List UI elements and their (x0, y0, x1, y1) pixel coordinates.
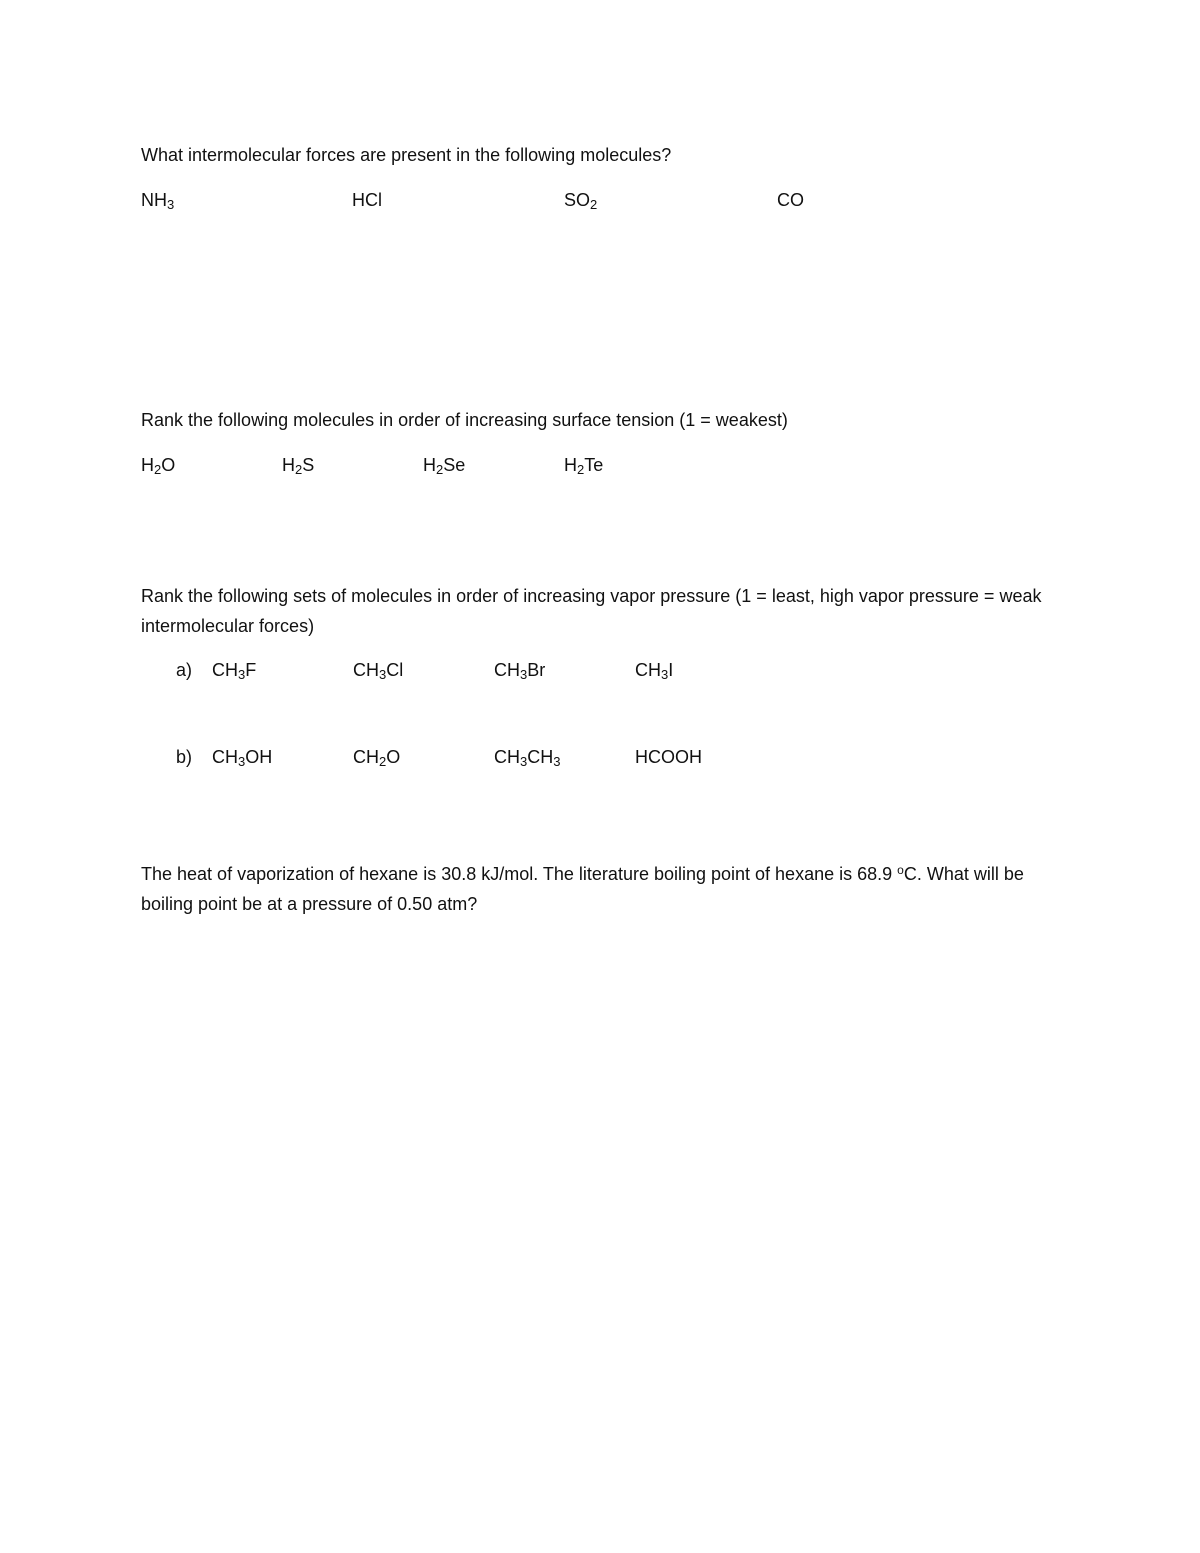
question-3-set-b (0, 742, 1200, 772)
question-2-molecules (0, 450, 1200, 480)
molecule-ch3br: $CH_3Br$ (494, 660, 546, 682)
question-1-prompt: What intermolecular forces are present in the following molecules? (141, 145, 672, 165)
molecule-hcl: HCl (352, 190, 382, 210)
molecule-nh3: $NH_3$ (141, 190, 175, 212)
molecule-hcooh: HCOOH (635, 747, 702, 767)
molecule-h2s: $H_2S$ (282, 455, 315, 477)
question-2-prompt: Rank the following molecules in order of increasing surface tension (1 = weakest) (141, 410, 788, 430)
molecule-ch3ch3: $CH_3CH_3$ (494, 747, 561, 769)
molecule-h2se: $H_2Se$ (423, 455, 466, 477)
question-4-prompt: The heat of vaporization of hexane is 30.8 kJ/mol. The literature boiling point of hexane is 68.9 $^o$C. What will be boiling point be at a pressure of 0.50 atm? (141, 863, 1024, 914)
set-b-label: b) (176, 747, 193, 767)
molecule-h2o: $H_2O$ (141, 455, 176, 477)
degree-symbol: o (897, 863, 904, 877)
question-3-set-a (0, 655, 1200, 685)
question-3-prompt: Rank the following sets of molecules in order of increasing vapor pressure (1 = least, high vapor pressure = weak intermolecular forces) (141, 586, 1042, 636)
molecule-ch2o: $CH_2O$ (353, 747, 401, 769)
molecule-h2te: $H_2Te$ (564, 455, 604, 477)
molecule-co: CO (777, 190, 804, 210)
molecule-ch3i: $CH_3I$ (635, 660, 674, 682)
molecule-ch3cl: $CH_3Cl$ (353, 660, 404, 682)
molecule-ch3f: $CH_3F$ (212, 660, 257, 682)
set-a-label: a) (176, 660, 193, 680)
question-1-molecules (0, 185, 1200, 215)
molecule-ch3oh: $CH_3OH$ (212, 747, 273, 769)
molecule-so2: $SO_2$ (564, 190, 598, 212)
